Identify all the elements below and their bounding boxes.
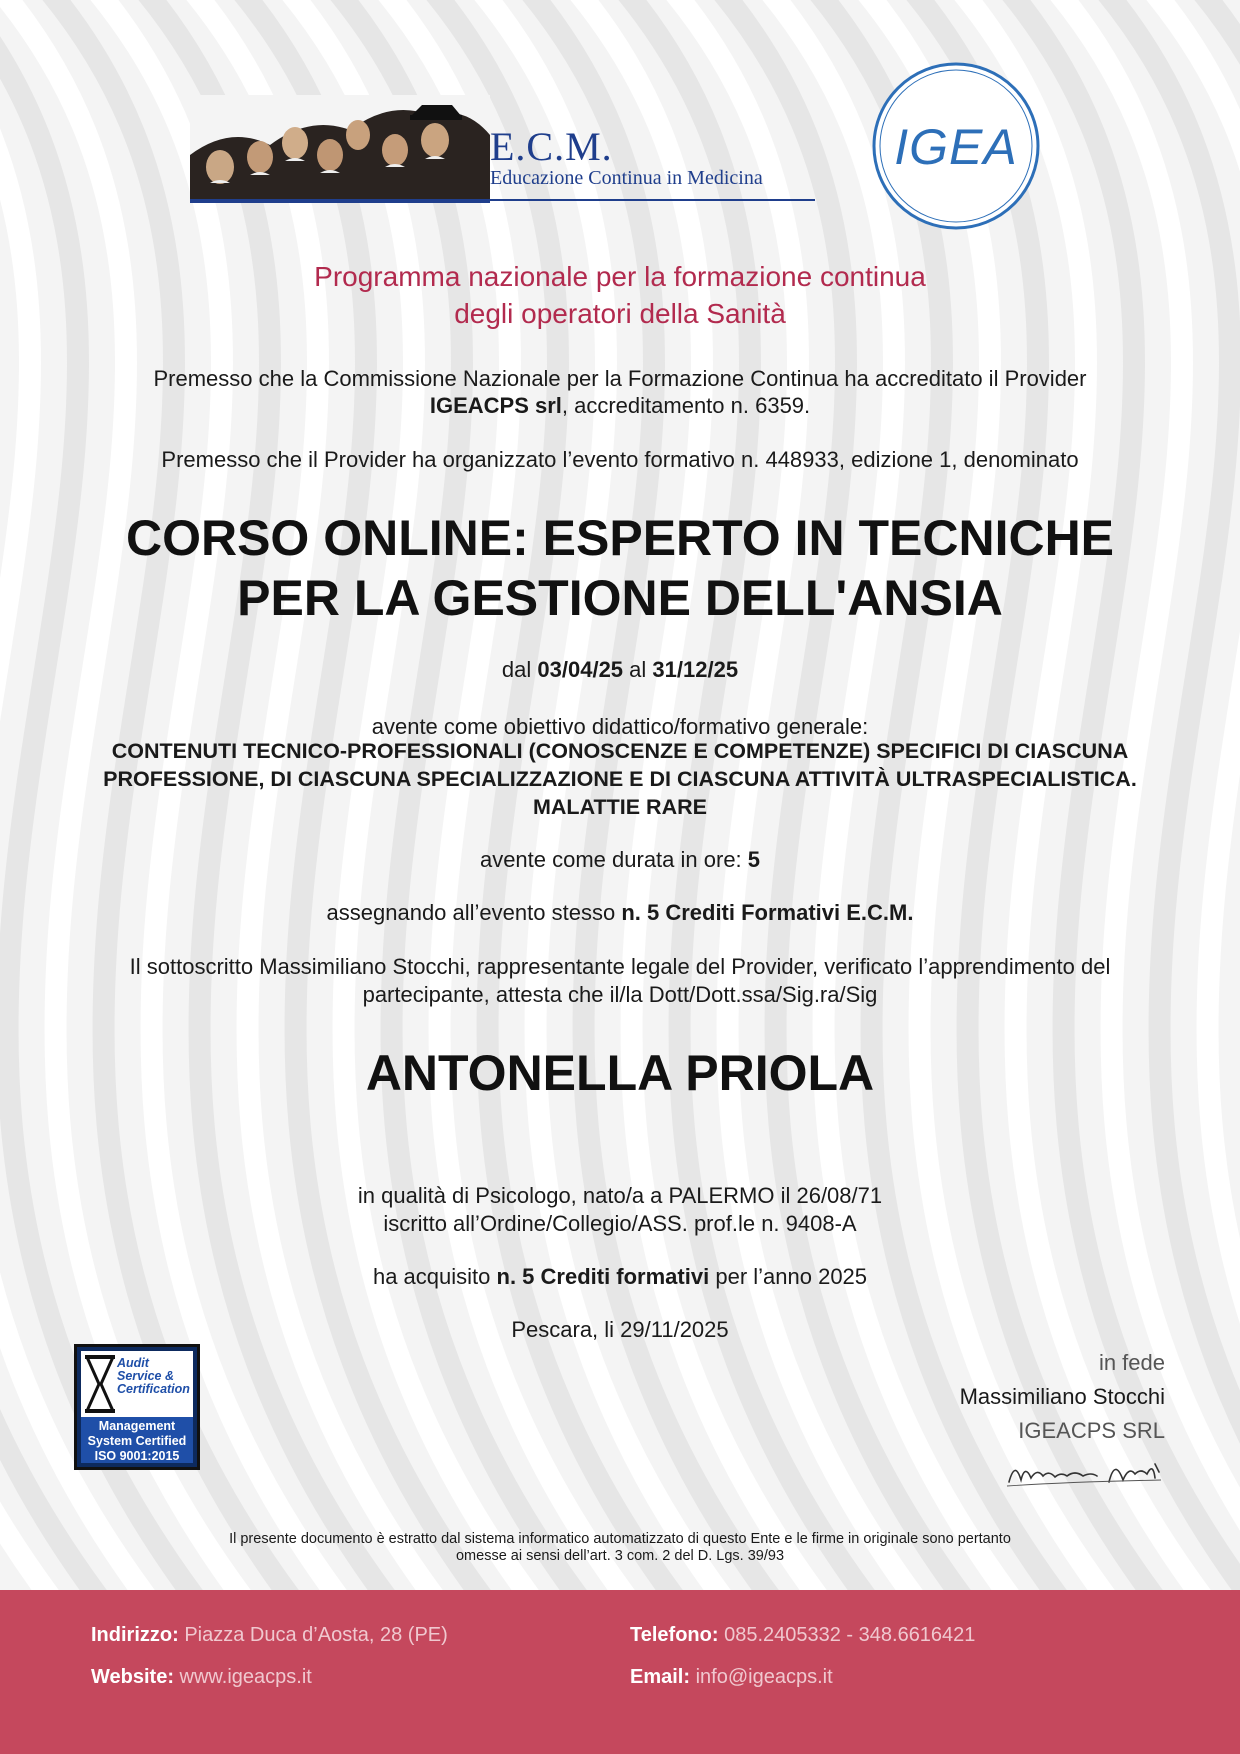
course-title-line-1: CORSO ONLINE: ESPERTO IN TECNICHE [125, 510, 1115, 566]
objective-text: CONTENUTI TECNICO-PROFESSIONALI (CONOSCENZE E COMPETENZE) SPECIFICI DI CIASCUNA PROFESSIONE, DI CIASCUNA SPECIALIZZAZIONE E DI CIASCUNA ATTIVITÀ ULTRASPECIALISTICA. MALATTIE RARE [103, 739, 1137, 819]
course-duration [0, 847, 1240, 873]
hourglass-icon [85, 1355, 115, 1413]
premise-accreditation [0, 365, 1240, 419]
premise-accreditation-line-1: Premesso che la Commissione Nazionale per la Formazione Continua ha accreditato il Provider [153, 366, 1087, 391]
footer-email-link[interactable]: info@igeacps.it [695, 1666, 833, 1688]
duration-hours: 5 [747, 847, 761, 872]
disclaimer-line-1: Il presente documento è estratto dal sistema informatico automatizzato di questo Ente e le firme in originale sono pertanto [229, 1531, 1011, 1547]
acquired-year: per l’anno 2025 [715, 1264, 868, 1289]
ecm-logo [190, 95, 820, 207]
audit-badge-line-2: Service & [117, 1369, 174, 1383]
audit-badge-inner [81, 1351, 193, 1463]
place-date: Pescara, li 29/11/2025 [511, 1317, 729, 1342]
footer-website-link[interactable]: www.igeacps.it [179, 1666, 312, 1688]
igea-logo-text: IGEA [894, 119, 1018, 175]
footer-phone-label: Telefono: [630, 1624, 719, 1646]
dates-to-label: al [629, 657, 647, 682]
qualification-line-2: iscritto all’Ordine/Collegio/ASS. prof.le n. 9408-A [383, 1211, 857, 1236]
signer-statement-line-2: partecipante, attesta che il/la Dott/Dott.ssa/Sig.ra/Sig [362, 982, 878, 1007]
signature-company: IGEACPS SRL [1018, 1418, 1165, 1443]
event-credits-label: assegnando all’evento stesso [326, 900, 616, 925]
signer-statement-line-1: Il sottoscritto Massimiliano Stocchi, rappresentante legale del Provider, verificato l’apprendimento del [129, 954, 1111, 979]
ecm-painting-image [190, 95, 490, 203]
footer-phone-value: 085.2405332 - 348.6616421 [724, 1624, 976, 1646]
course-title-line-2: PER LA GESTIONE DELL'ANSIA [237, 570, 1003, 626]
participant-name: ANTONELLA PRIOLA [365, 1045, 875, 1101]
footer-phone [630, 1624, 975, 1647]
signature-in-fede: in fede [1098, 1350, 1165, 1375]
ecm-underline [190, 199, 815, 201]
accreditation-number: , accreditamento n. 6359. [561, 393, 811, 418]
course-title [0, 508, 1240, 628]
ecm-subtitle: Educazione Continua in Medicina [490, 167, 763, 189]
footer-website [91, 1666, 312, 1689]
igea-logo [870, 60, 1042, 232]
ecm-title: E.C.M. [490, 124, 613, 169]
objective-label: avente come obiettivo didattico/formativo generale: [371, 714, 869, 739]
audit-badge-line-3: Certification [117, 1382, 190, 1396]
signature-block [960, 1346, 1165, 1448]
footer-email-label: Email: [630, 1666, 691, 1688]
premise-event: Premesso che il Provider ha organizzato l’evento formativo n. 448933, edizione 1, denominato [161, 447, 1079, 472]
footer-email [630, 1666, 833, 1689]
dates-from: 03/04/25 [537, 657, 624, 682]
audit-badge-line-1: Audit [117, 1356, 149, 1370]
program-line-2: degli operatori della Sanità [454, 298, 786, 329]
audit-certification-badge [74, 1344, 200, 1470]
event-credits [0, 900, 1240, 926]
legal-disclaimer [0, 1531, 1240, 1565]
acquired-label: ha acquisito [372, 1264, 491, 1289]
audit-badge-title [117, 1357, 190, 1396]
premise-accreditation-line-2 [0, 392, 1240, 419]
duration-label: avente come durata in ore: [479, 847, 742, 872]
footer-address [91, 1624, 448, 1647]
audit-badge-line-5: System Certified [87, 1434, 187, 1448]
program-heading [0, 258, 1240, 332]
footer [0, 1590, 1240, 1754]
provider-name: IGEACPS srl [429, 393, 562, 418]
dates-to: 31/12/25 [652, 657, 739, 682]
event-credits-value: n. 5 Crediti Formativi E.C.M. [621, 900, 914, 925]
footer-address-label: Indirizzo: [91, 1624, 179, 1646]
audit-badge-line-6: ISO 9001:2015 [94, 1449, 180, 1463]
audit-badge-band [81, 1417, 193, 1463]
qualification-line-1: in qualità di Psicologo, nato/a a PALERMO il 26/08/71 [357, 1183, 883, 1208]
acquired-credits [0, 1264, 1240, 1290]
audit-badge-line-4: Management [98, 1419, 176, 1433]
handwritten-signature [1005, 1452, 1167, 1494]
footer-website-label: Website: [91, 1666, 174, 1688]
participant-qualification [0, 1182, 1240, 1238]
disclaimer-line-2: omesse ai sensi dell’art. 3 com. 2 del D. Lgs. 39/93 [455, 1548, 785, 1564]
dates-from-label: dal [501, 657, 532, 682]
signature-name: Massimiliano Stocchi [959, 1384, 1165, 1409]
course-dates [0, 657, 1240, 683]
footer-address-value: Piazza Duca d’Aosta, 28 (PE) [184, 1624, 448, 1646]
signer-statement [0, 953, 1240, 1009]
program-line-1: Programma nazionale per la formazione continua [314, 261, 926, 292]
acquired-credits-value: n. 5 Crediti formativi [496, 1264, 710, 1289]
